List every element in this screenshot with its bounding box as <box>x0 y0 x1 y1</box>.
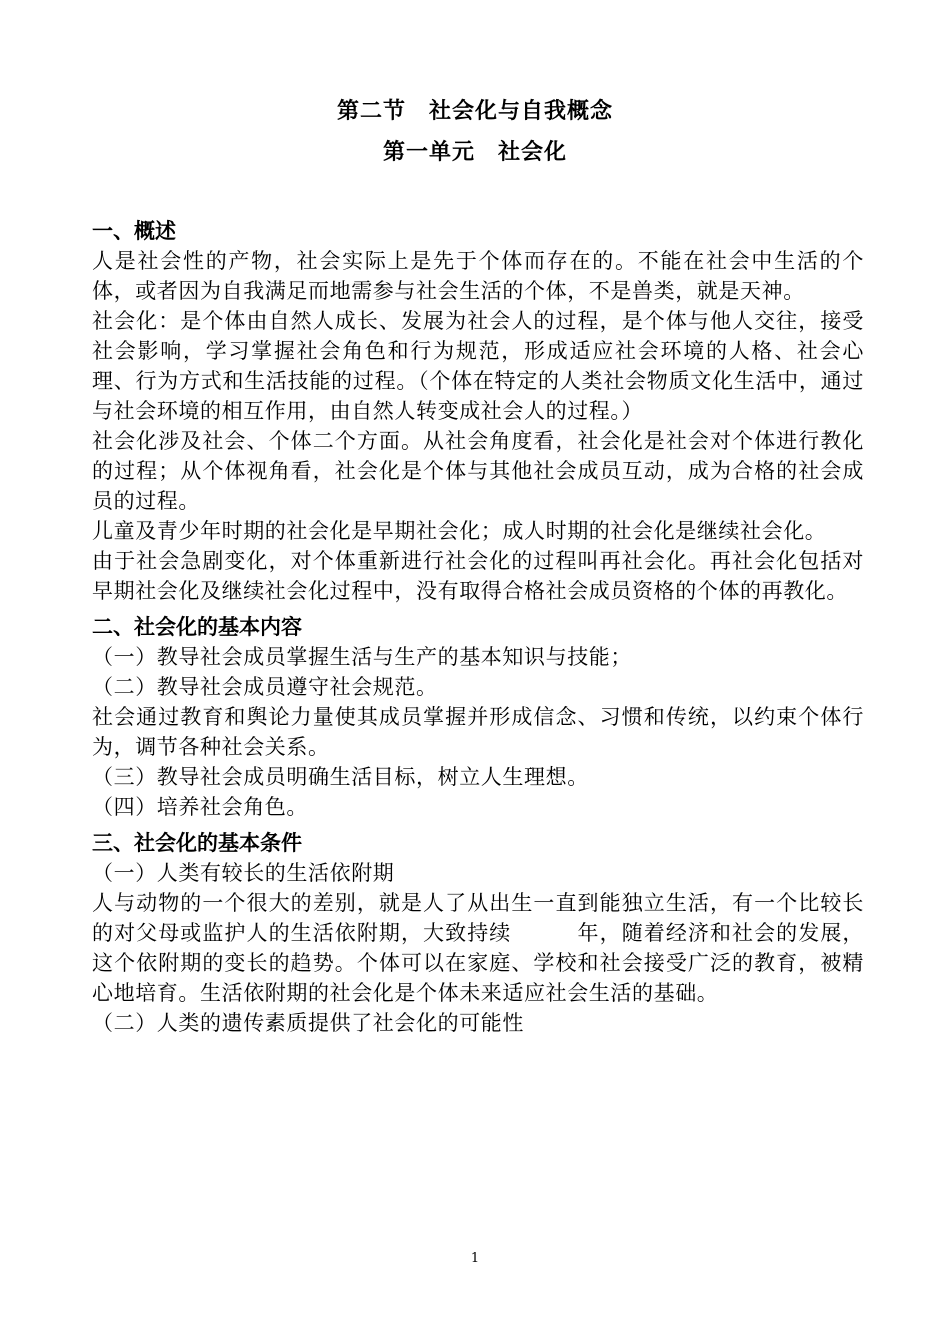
page-title: 第二节 社会化与自我概念 <box>336 99 613 124</box>
list-item: （二）人类的遗传素质提供了社会化的可能性 <box>92 1011 524 1035</box>
page-subtitle: 第一单元 社会化 <box>382 140 567 165</box>
list-item: （二）教导社会成员遵守社会规范。 <box>92 675 438 699</box>
paragraph: 人是社会性的产物，社会实际上是先于个体而存在的。不能在社会中生活的个体，或者因为自我满足而地需参与社会生活的个体，不是兽类，就是天神。 <box>92 249 864 303</box>
section-heading: 二、社会化的基本内容 <box>92 615 302 639</box>
paragraph: 社会通过教育和舆论力量使其成员掌握并形成信念、习惯和传统，以约束个体行为，调节各种社会关系。 <box>92 705 864 759</box>
page-number: 1 <box>470 1251 480 1266</box>
section-heading: 三、社会化的基本条件 <box>92 831 302 855</box>
paragraph: 儿童及青少年时期的社会化是早期社会化；成人时期的社会化是继续社会化。 <box>92 519 827 543</box>
document-body <box>92 216 864 1038</box>
list-item: （四）培养社会角色。 <box>92 795 308 819</box>
list-item: （一）人类有较长的生活依附期 <box>92 861 395 885</box>
paragraph: 社会化涉及社会、个体二个方面。从社会角度看，社会化是社会对个体进行教化的过程；从个体视角看，社会化是个体与其他社会成员互动，成为合格的社会成员的过程。 <box>92 429 864 513</box>
section-heading: 一、概述 <box>92 219 176 243</box>
paragraph: 人与动物的一个很大的差别，就是人了从出生一直到能独立生活，有一个比较长的对父母或监护人的生活依附期，大致持续 年，随着经济和社会的发展，这个依附期的变长的趋势。个体可以在家庭、学校和社会接受广泛的教育，被精心地培育。生活依附期的社会化是个体未来适应社会生活的基础。 <box>92 891 864 1005</box>
section-basic-content <box>92 612 864 822</box>
list-item: （一）教导社会成员掌握生活与生产的基本知识与技能； <box>92 645 632 669</box>
paragraph: 由于社会急剧变化，对个体重新进行社会化的过程叫再社会化。再社会化包括对早期社会化及继续社会化过程中，没有取得合格社会成员资格的个体的再教化。 <box>92 549 864 603</box>
section-overview <box>92 216 864 606</box>
section-basic-conditions <box>92 828 864 1038</box>
paragraph: 社会化：是个体由自然人成长、发展为社会人的过程，是个体与他人交往，接受社会影响，学习掌握社会角色和行为规范，形成适应社会环境的人格、社会心理、行为方式和生活技能的过程。（个体在特定的人类社会物质文化生活中，通过与社会环境的相互作用，由自然人转变成社会人的过程。） <box>92 309 864 423</box>
list-item: （三）教导社会成员明确生活目标，树立人生理想。 <box>92 765 589 789</box>
